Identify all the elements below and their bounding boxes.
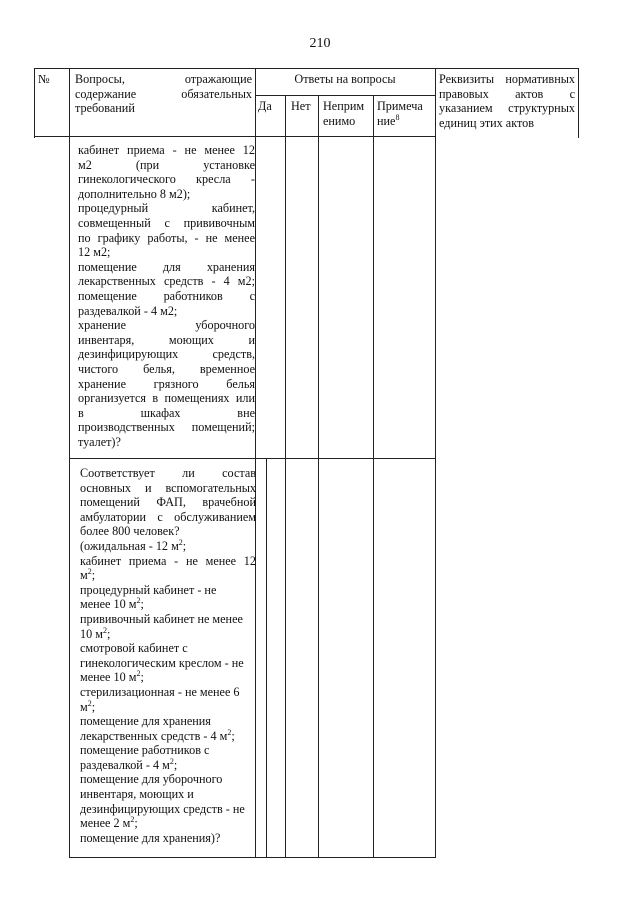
row-2-line: раздевалкой - 4 $м^2$; [80,756,178,772]
row-1-line: совмещенный с прививочным [78,215,255,230]
col-line-inner [266,458,267,858]
header-bottom-rule [34,136,436,137]
row-2-line: лекарственных средств - 4 $м^2$; [80,727,235,743]
col-line-no [318,95,319,858]
row-2-line: помещение работников с [80,743,210,758]
row-1-line: по графику работы, - не менее [78,230,255,245]
header-answers-title: Ответы на вопросы [294,72,396,86]
row-1-line: процедурный кабинет, [78,201,255,216]
row-2-line: помещение для хранения)? [80,830,221,845]
row-2-line: помещение для хранения [80,714,211,729]
col-line-note [435,68,436,858]
col-line-yes [285,95,286,858]
row-2-question [80,466,256,845]
row-2-line: стерилизационная - не менее 6 [80,684,240,699]
row-1-line: дополнительно 8 м2); [78,186,191,201]
col-line-num [69,68,70,858]
row-1-line: в шкафах вне [78,405,255,420]
row-2-line: амбулатории с обслуживанием [80,509,256,524]
header-note: Примеча ние$^8$ [377,99,423,128]
row-1-line: производственных помещений; [78,420,255,435]
row-1-question [78,143,255,449]
table-border-top [34,68,578,69]
row-2-line: гинекологическим креслом - не [80,655,244,670]
header-requisites: Реквизиты нормативных правовых актов с указанием структурных единиц этих актов [439,72,575,130]
row-2-line: 10 $м^2$; [80,625,111,641]
row-2-line: (ожидальная - 12 $м^2$; [80,537,187,553]
table-border-bottom [69,857,436,858]
row-2-line: помещений ФАП, врачебной [80,495,256,510]
row-1-line: кабинет приема - не менее 12 [78,143,255,157]
header-not-applicable: Неприм енимо [323,99,365,128]
row-2-line: менее 10 $м^2$; [80,596,144,612]
row-1-line: гинекологического кресла - [78,172,255,187]
row-separator [69,458,436,459]
row-2-line: менее 2 $м^2$; [80,815,138,831]
row-1-line: дезинфицирующих средств, [78,347,255,362]
row-2-line: смотровой кабинет с [80,641,188,656]
row-2-line: помещение для уборочного [80,772,223,787]
row-1-line: раздевалкой - 4 м2; [78,303,178,318]
row-2-line: процедурный кабинет - не [80,582,217,597]
row-1-line: лекарственных средств - 4 м2; [78,274,255,289]
row-1-line: помещение работников с [78,288,255,303]
row-2-line: основных и вспомогательных [80,480,256,495]
row-1-line: организуется в помещениях или [78,391,255,406]
row-1-line: туалет)? [78,434,121,449]
row-2-line: $м^2$; [80,698,96,714]
row-2-line: менее 10 $м^2$; [80,669,144,685]
col-line-na [373,95,374,858]
page-number: 210 [309,36,331,51]
header-no: Нет [291,99,311,113]
col-line-left [34,68,35,138]
row-2-line: $м^2$; [80,567,96,583]
header-num: № [38,72,50,86]
row-1-line: инвентаря, моющих и [78,332,255,347]
row-2-line: инвентаря, моющих и [80,787,194,802]
row-1-line: 12 м2; [78,245,111,260]
row-2-line: прививочный кабинет не менее [80,611,243,626]
row-1-line: чистого белья, временное [78,361,255,376]
row-2-line: Соответствует ли состав [80,466,256,480]
col-line-right [578,68,579,138]
row-2-line: дезинфицирующих средств - не [80,801,245,816]
row-2-line: кабинет приема - не менее 12 [80,553,256,568]
row-1-line: помещение для хранения [78,259,255,274]
answers-subheader-rule [255,95,435,96]
row-1-line: м2 (при установке [78,157,255,172]
row-2-line: более 800 человек? [80,524,180,539]
header-questions: Вопросы, отражающие содержание обязательных требований [75,72,252,116]
row-1-line: хранение грязного белья [78,376,255,391]
row-1-line: хранение уборочного [78,318,255,333]
header-yes: Да [258,99,272,113]
